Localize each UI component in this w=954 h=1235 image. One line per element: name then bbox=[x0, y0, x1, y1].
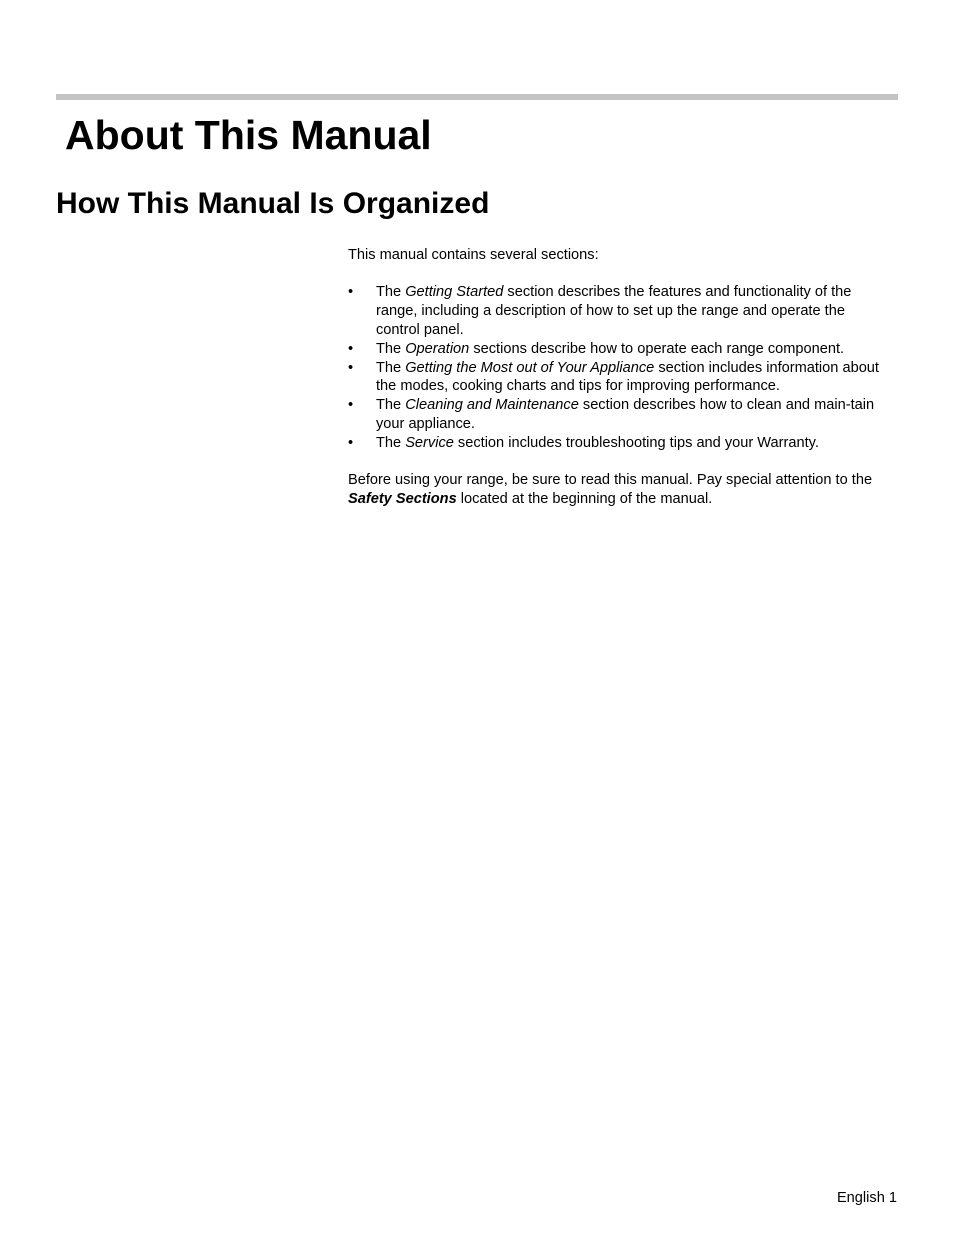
list-item-text: section describes how to clean and main-tain your appliance. bbox=[376, 397, 875, 432]
bullet-icon: • bbox=[348, 434, 354, 451]
list-item-emphasis: Cleaning and Maintenance bbox=[405, 397, 579, 414]
bullet-icon: • bbox=[348, 284, 354, 301]
bullet-icon: • bbox=[348, 397, 354, 414]
list-item bbox=[348, 359, 888, 397]
bullet-icon: • bbox=[348, 340, 354, 357]
page-footer: English 1 bbox=[836, 1190, 897, 1206]
body-column bbox=[348, 246, 888, 509]
closing-text-after: located at the beginning of the manual. bbox=[456, 490, 713, 507]
list-item-emphasis: Operation bbox=[405, 340, 470, 357]
list-item-text: section describes the features and functionality of the range, including a description of how to set up the range and operate the control panel. bbox=[376, 284, 852, 338]
list-item bbox=[348, 434, 888, 453]
list-item-prefix: The bbox=[376, 359, 406, 376]
safety-sections-emphasis: Safety Sections bbox=[348, 490, 457, 507]
list-item-emphasis: Service bbox=[405, 434, 454, 451]
list-item-text: sections describe how to operate each range component. bbox=[469, 340, 845, 357]
list-item bbox=[348, 340, 888, 359]
list-item bbox=[348, 283, 888, 339]
bullet-icon: • bbox=[348, 359, 354, 376]
top-rule bbox=[56, 94, 898, 100]
list-item-prefix: The bbox=[376, 397, 406, 414]
list-item-text: section includes information about the modes, cooking charts and tips for improving performance. bbox=[376, 359, 879, 395]
list-item-prefix: The bbox=[376, 284, 406, 301]
intro-paragraph: This manual contains several sections: bbox=[348, 247, 599, 263]
list-item bbox=[348, 396, 888, 434]
list-item-prefix: The bbox=[376, 434, 406, 451]
section-title: How This Manual Is Organized bbox=[56, 187, 490, 220]
chapter-title: About This Manual bbox=[65, 112, 432, 158]
list-item-emphasis: Getting the Most out of Your Appliance bbox=[405, 359, 655, 376]
list-item-emphasis: Getting Started bbox=[405, 284, 504, 301]
sections-list bbox=[348, 283, 888, 452]
list-item-prefix: The bbox=[376, 340, 406, 357]
closing-paragraph bbox=[348, 471, 888, 509]
list-item-text: section includes troubleshooting tips and your Warranty. bbox=[453, 434, 819, 451]
closing-text-before: Before using your range, be sure to read this manual. Pay special attention to the bbox=[348, 472, 873, 489]
